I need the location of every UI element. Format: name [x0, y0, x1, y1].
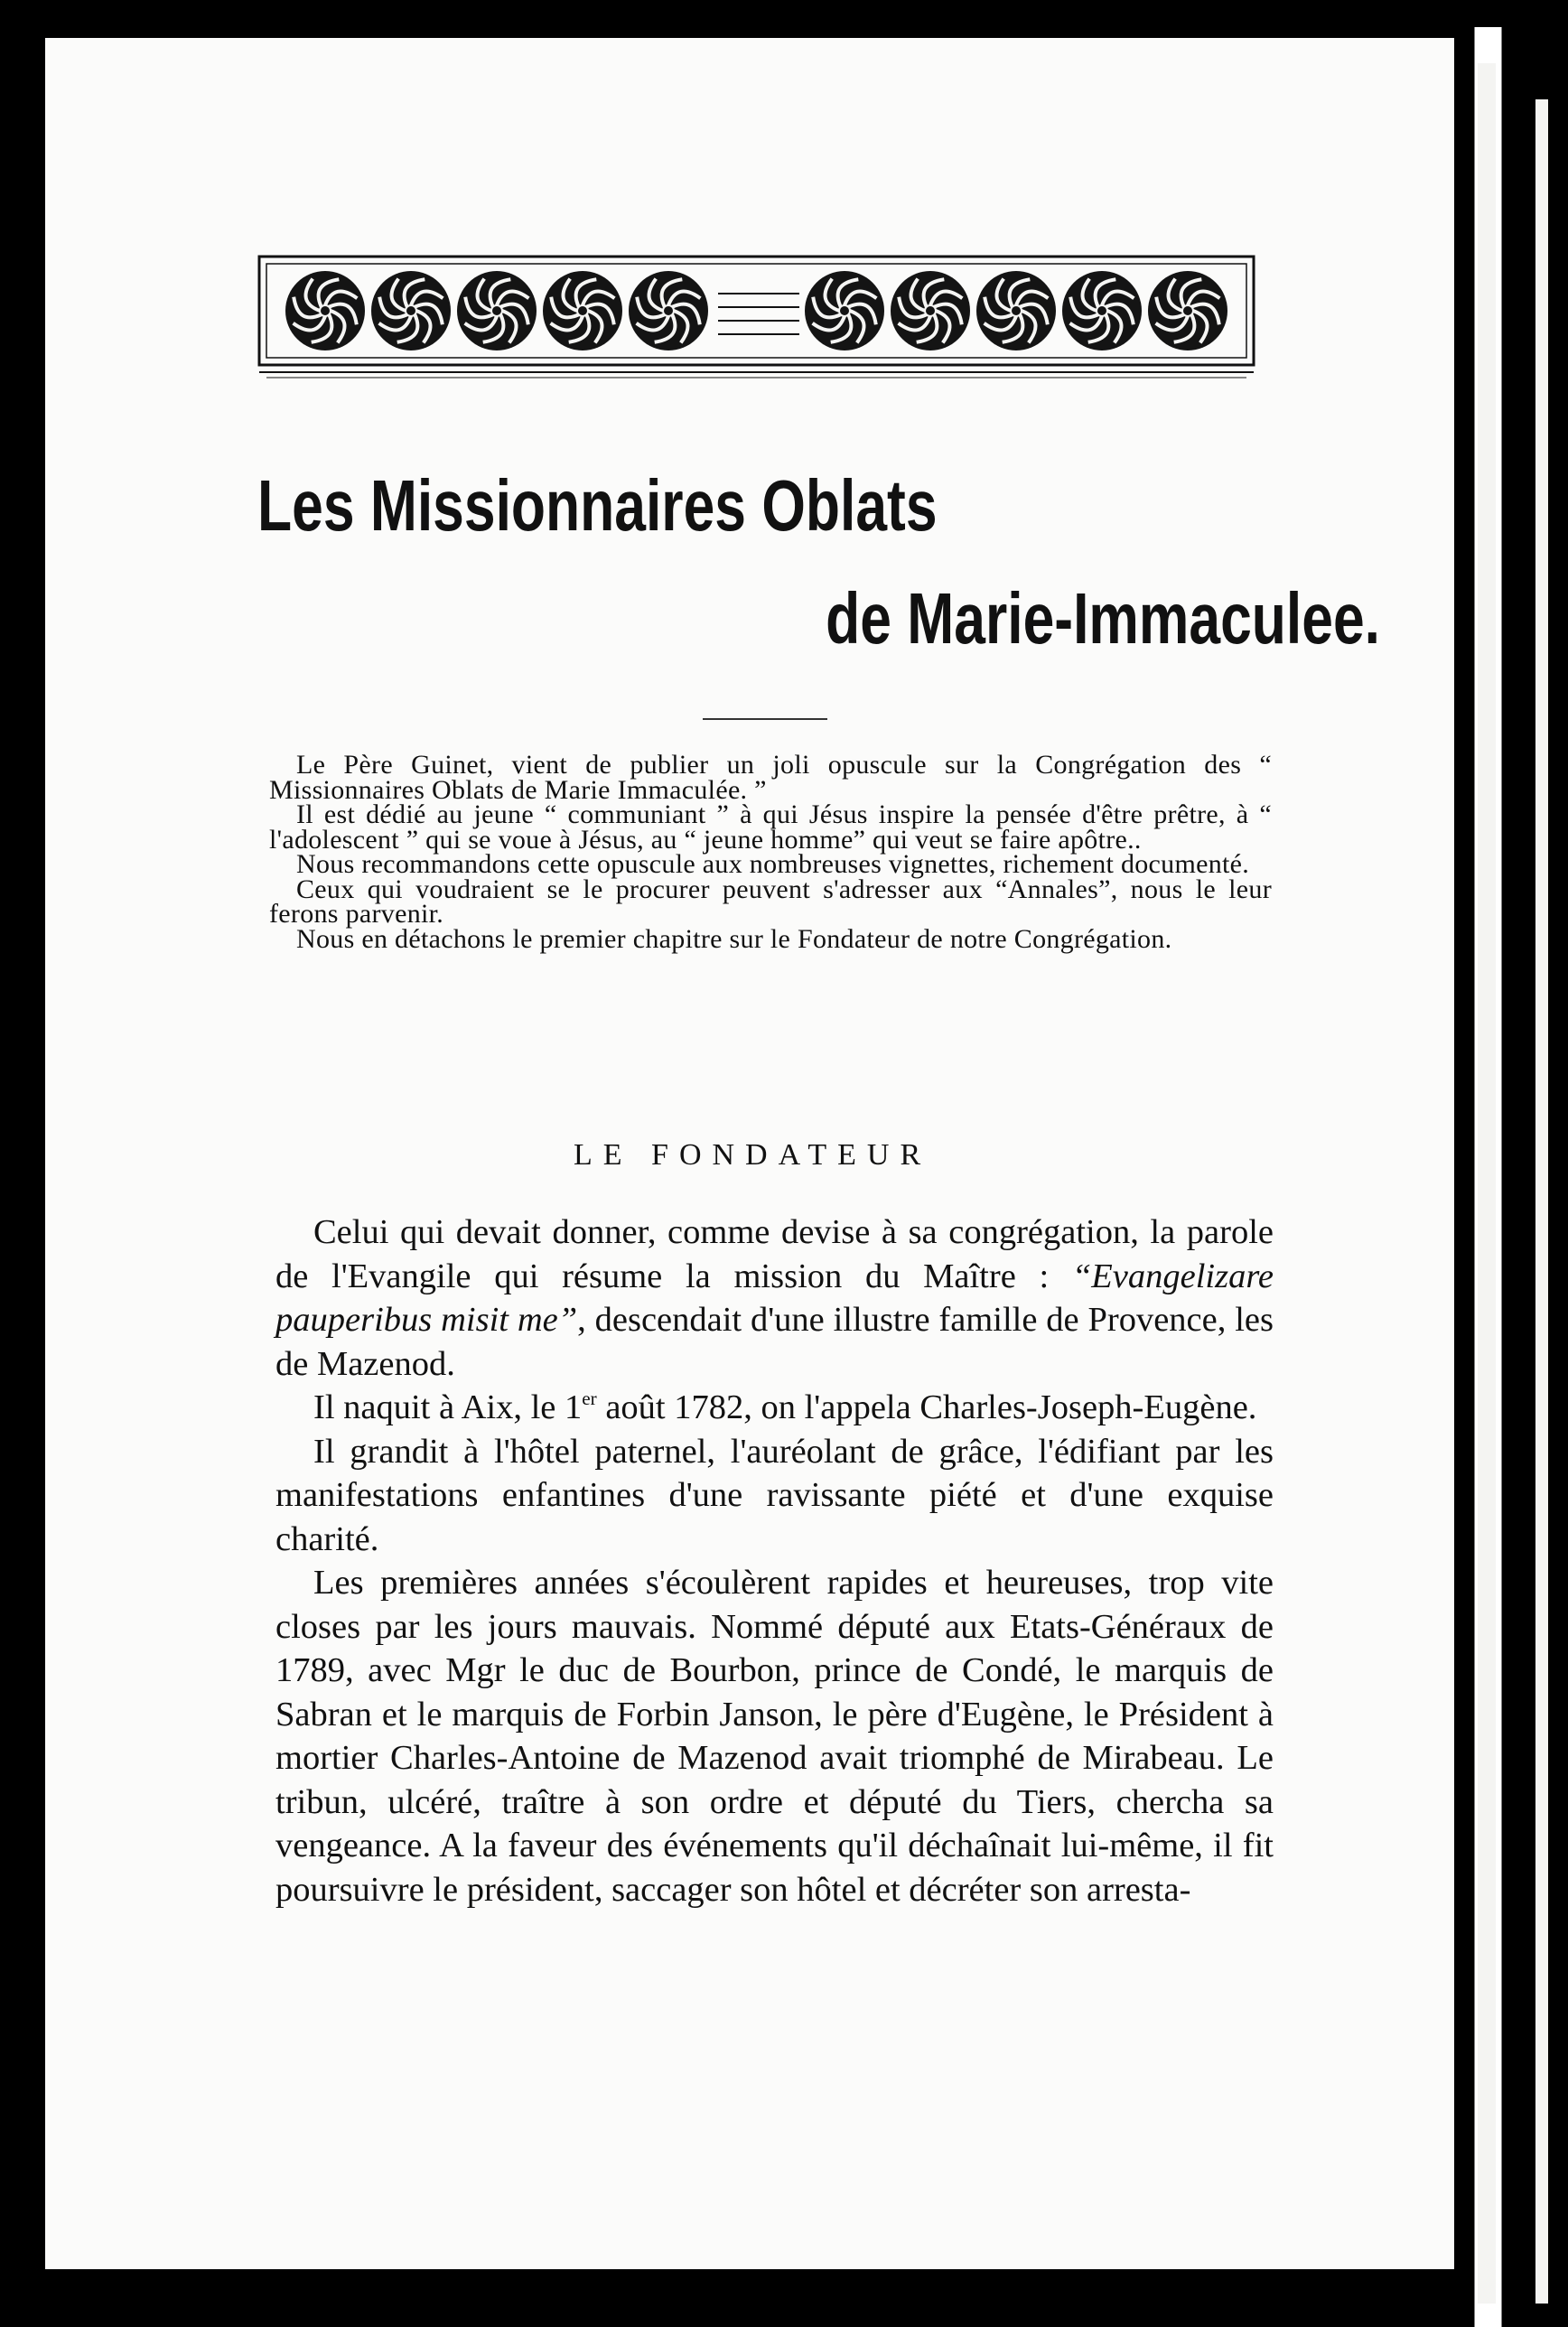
- intro-paragraph: Le Père Guinet, vient de publier un joli opuscule sur la Congrégation des “ Missionnaires Oblats de Marie Immaculée. ”: [269, 750, 1272, 805]
- article-title-line-2: de Marie-Immaculee.: [826, 578, 1380, 659]
- rosette-ornament: [457, 271, 537, 350]
- rosette-ornament: [891, 271, 970, 350]
- body-paragraph: Les premières années s'écoulèrent rapides et heureuses, trop vite closes par les jours mauvais. Nommé député aux Etats-Généraux de 1789, avec Mgr le duc de Bourbon, prince de Condé, le marquis de Sabran et le marquis de Forbin Janson, le père d'Eugène, le Président à mortier Charles-Antoine de Mazenod avait triomphé de Mirabeau. Le tribun, ulcéré, traître à son ordre et député du Tiers, chercha sa vengeance. A la faveur des événements qu'il déchaînait lui-même, il fit poursuivre le président, saccager son hôtel et décréter son arresta-: [275, 1564, 1274, 1909]
- body-paragraph: Il grandit à l'hôtel paternel, l'auréolant de grâce, l'édifiant par les manifestations enfantines d'une ravissante piété et d'une exquise charité.: [275, 1432, 1274, 1558]
- rosette-ornament: [371, 271, 451, 350]
- rosette-ornament: [976, 271, 1056, 350]
- body-paragraph: [275, 1386, 1274, 1430]
- intro-paragraph: Nous en détachons le premier chapitre sur le Fondateur de notre Congrégation.: [296, 923, 1172, 954]
- rosette-ornament: [543, 271, 622, 350]
- intro-note: [269, 750, 1272, 954]
- latin-quote: “Evangelizare pauperibus misit me”: [275, 1257, 1274, 1339]
- body-paragraph: [275, 1210, 1274, 1386]
- body-text-span: , descendait d'une illustre famille de Provence, les de Mazenod.: [275, 1301, 1274, 1383]
- rosette-ornament: [805, 271, 884, 350]
- decorative-header-ornament: [257, 253, 1255, 379]
- intro-paragraph: Nous recommandons cette opuscule aux nombreuses vignettes, richement documenté.: [296, 849, 1250, 879]
- body-text-span: Celui qui devait donner, comme devise à sa congrégation, la parole de l'Evangile qui résume la mission du Maître :: [275, 1213, 1274, 1295]
- intro-paragraph: Ceux qui voudraient se le procurer peuvent s'adresser aux “Annales”, nous le leur ferons parvenir.: [269, 874, 1272, 929]
- rosette-ornament: [629, 271, 708, 350]
- body-text-span: août 1782, on l'appela Charles-Joseph-Eugène.: [596, 1388, 1257, 1426]
- ordinal-superscript: er: [582, 1388, 597, 1410]
- rosette-ornament: [1148, 271, 1227, 350]
- body-text-span: Il naquit à Aix, le 1: [313, 1388, 583, 1426]
- rosette-ornament: [1062, 271, 1142, 350]
- adjacent-page-edge: [1456, 27, 1568, 2327]
- rosette-ornament: [285, 271, 365, 350]
- article-title-line-1: Les Missionnaires Oblats: [257, 465, 938, 546]
- intro-paragraph: Il est dédié au jeune “ communiant ” à qui Jésus inspire la pensée d'être prêtre, à “ l'adolescent ” qui se voue à Jésus, au “ jeune homme” qui veut se faire apôtre..: [269, 799, 1272, 855]
- article-body: [275, 1210, 1274, 1911]
- section-heading: LE FONDATEUR: [574, 1138, 932, 1172]
- title-divider: [703, 718, 827, 720]
